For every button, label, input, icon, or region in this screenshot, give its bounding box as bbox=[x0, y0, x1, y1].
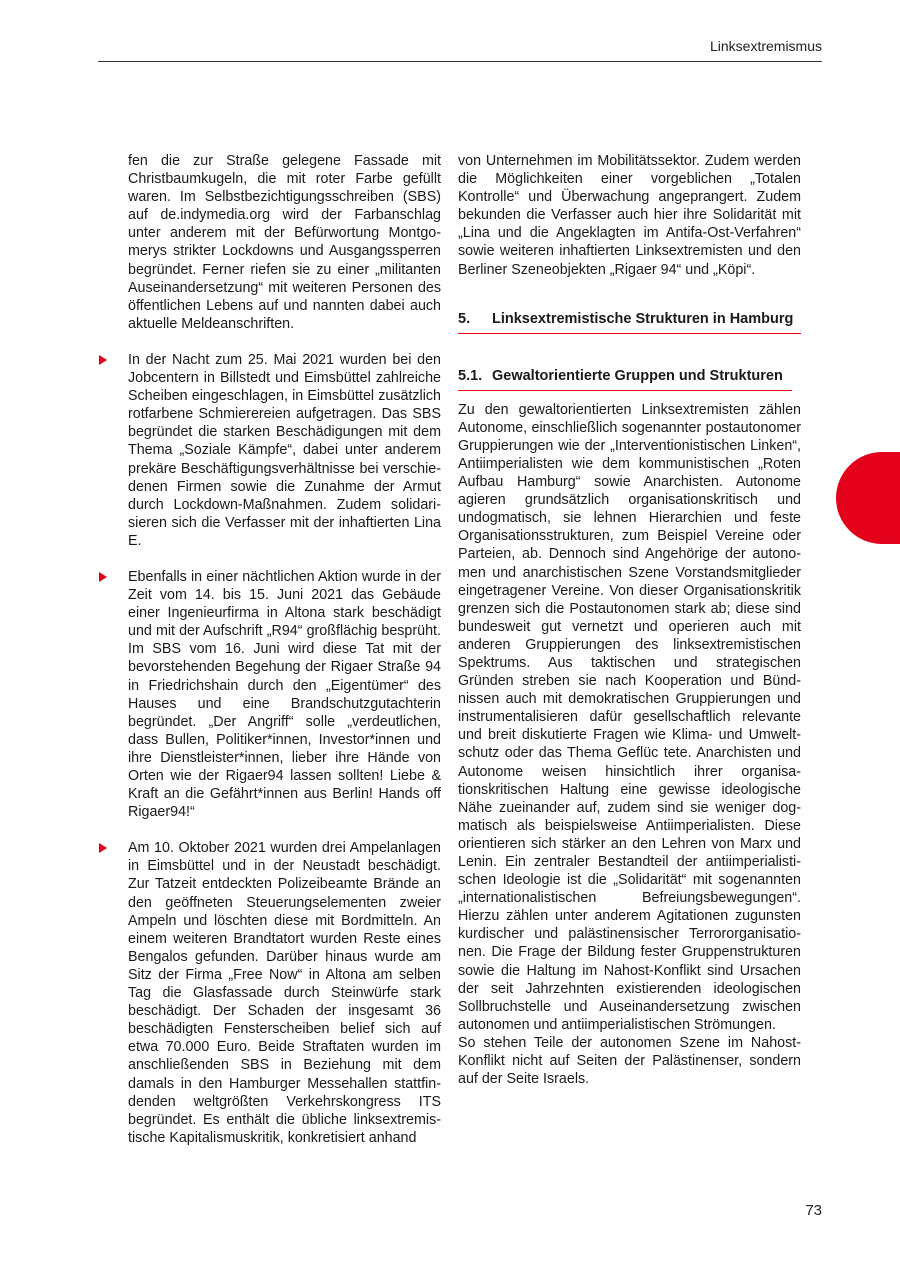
chapter-tab-marker bbox=[836, 452, 900, 544]
subsection-heading bbox=[458, 366, 792, 391]
bullet-item bbox=[128, 568, 441, 821]
bullet-item bbox=[128, 839, 441, 1147]
bullet-text: Ebenfalls in einer nächtlichen Aktion wurde in der Zeit vom 14. bis 15. Juni 2021 das Gebäude einer Ingenieurfirma in Altona stark beschädigt und mit der Aufschrift „R94“ großflächig besprüht. Im SBS vom 16. Juni wird diese Tat mit der bevorstehenden Begehung der Rigaer Straße 94 in Friedrichshain durch den „Eigentümer“ des Hauses und eine Brandschutzgutachterin begründet. „Der Angriff“ solle „verdeutlichen, dass Bullen, Politiker*innen, Investor*innen und ihre Dienstleister*innen, lieber ihre Hände von Orten wie der Rigaer94 lassen sollten! Liebe & Kraft an die Gefährt*innen aus Berlin! Hands off Rigaer94!“ bbox=[128, 568, 441, 821]
triangle-bullet-icon bbox=[99, 572, 107, 582]
section-number: 5. bbox=[458, 310, 471, 327]
bullet-item bbox=[128, 351, 441, 550]
header-rule bbox=[98, 61, 822, 62]
subsection-title: Gewaltorientierte Gruppen und Strukturen bbox=[492, 367, 783, 384]
triangle-bullet-icon bbox=[99, 843, 107, 853]
intro-paragraph: fen die zur Straße gelegene Fassade mit Christbaumkugeln, die mit roter Farbe gefüllt waren. Im Selbstbezichtigungsschreiben (SBS) auf de.indymedia.org wird der Farbanschlag unter anderem mit der Befürwortung Montgomerys strikter Lockdowns und Ausgangssperren begründet. Ferner riefen sie zu einer „militanten Auseinandersetzung“ mit weiteren Personen des öffentlichen Lebens auf und nannten dabei auch aktuelle Meldeanschriften. bbox=[128, 153, 441, 332]
right-column bbox=[458, 152, 801, 1088]
section-title: Linksextremistische Strukturen in Hamburg bbox=[492, 310, 794, 327]
continuation-paragraph: von Unternehmen im Mobilitätssektor. Zudem werden die Möglichkeiten einer vorgeblichen „Totalen Kontrolle“ und Überwachung angeprangert. Zudem bekunden die Verfasser auch hier ihre Solidarität mit „Lina und die Angeklagten im Antifa-Ost-Verfahren“ sowie weiteren inhaftierten Linksextremisten und den Berliner Szeneobjekten „Rigaer 94“ und „Köpi“. bbox=[458, 153, 801, 278]
subsection-number: 5.1. bbox=[458, 367, 483, 384]
closing-paragraph: So stehen Teile der autonomen Szene im Nahost-Konflikt nicht auf Seiten der Palästinenser, sondern auf der Seite Israels. bbox=[458, 1034, 801, 1088]
bullet-text: Am 10. Oktober 2021 wurden drei Ampelanlagen in Eimsbüttel und in der Neustadt beschädigt. Zur Tatzeit entdeckten Polizeibeamte Brände an den geöffneten Steuerungselementen zweier Ampeln und löschten diese mit Bordmitteln. An einem weiteren Brandtatort wurden Reste eines Bengalos gefunden. Darüber hinaus wurde am Sitz der Firma „Free Now“ in Altona am selben Tag die Glasfassade durch Steinwürfe stark beschädigt. Der Schaden der insgesamt 36 beschädigten Fensterscheiben belief sich auf etwa 70.000 Euro. Beide Straftaten wurden im anschließenden SBS in Beziehung mit dem damals in den Hamburger Messehallen stattfindenden weltgrößten Verkehrskongress ITS begründet. Es enthält die übliche linksextremistische Kapitalismuskritik, konkretisiert anhand bbox=[128, 840, 441, 1146]
triangle-bullet-icon bbox=[99, 355, 107, 365]
header-title: Linksextremismus bbox=[709, 38, 822, 54]
body-paragraph: Zu den gewaltorientierten Linksextremisten zählen Autonome, einschließlich sogenannter postautonomer Gruppierungen wie der „Interventionistischen Linken“, Antiimperialisten wie dem kommunistischen „Roten Aufbau Hamburg“ sowie Anarchisten. Autonome agieren grundsätzlich organisationskritisch und undogmatisch, sie lehnen Hierarchien und feste Organisationsstrukturen, zum Beispiel Vereine oder Parteien, ab. Dennoch sind Angehörige der autonomen und anarchistischen Szene Vorstandsmitglieder eingetragener Vereine. Von dieser Organisationskritik grenzen sich die Postautonomen stark ab; diese sind bundesweit gut vernetzt und operieren auch mit anderen Gruppierungen des linksextremistischen Spektrums. Aus taktischen und strategischen Gründen streben sie nach Kooperation und Bündnissen auch mit demokratischen Gruppierungen und instrumentalisieren dafür gesellschaftlich relevante und breit diskutierte Fragen wie Klima- und Umweltschutz oder das Thema Geflüc tete. Anarchisten und Autonome weisen hinsichtlich ihrer organisationskritischen Haltung eine gewisse ideologische Nähe zueinander auf, zudem sind sie weniger dogmatisch als beispielsweise Antiimperialisten. Diese orientieren sich stärker an den Lehren von Marx und Lenin. Ein zentraler Bestandteil der antiimperialistischen Ideologie ist die „Solidarität“ mit sogenannten „internationalistischen Befreiungsbewegungen“. Hierzu zählen unter anderem Agitationen zugunsten kurdischer und palästinensischer Terrororganisationen. Die Frage der Bildung fester Gruppenstrukturen sowie die Haltung im Nahost-Konflikt sind Ursachen der seit Jahrzehnten existierenden ideologischen Sollbruchstelle und Auseinandersetzung zwischen autonomen und antiimperialistischen Strömungen. bbox=[458, 401, 801, 1033]
bullet-text: In der Nacht zum 25. Mai 2021 wurden bei den Jobcentern in Billstedt und Eimsbüttel zahlreiche Scheiben eingeschlagen, in Eimsbüttel zusätzlich rotfarbene Schmierereien aufgetragen. Das SBS begründet die starken Beschädigungen mit dem Thema „Soziale Kämpfe“, dabei unter anderem prekäre Beschäftigungsverhältnisse bei verschiedenen Firmen sowie die Zunahme der Armut durch Lockdown-Maßnahmen. Zudem solidarisieren sich die Verfasser mit der inhaftierten Lina E. bbox=[128, 351, 441, 549]
section-heading bbox=[458, 309, 801, 334]
left-column bbox=[128, 152, 441, 1147]
page-number: 73 bbox=[805, 1202, 822, 1219]
